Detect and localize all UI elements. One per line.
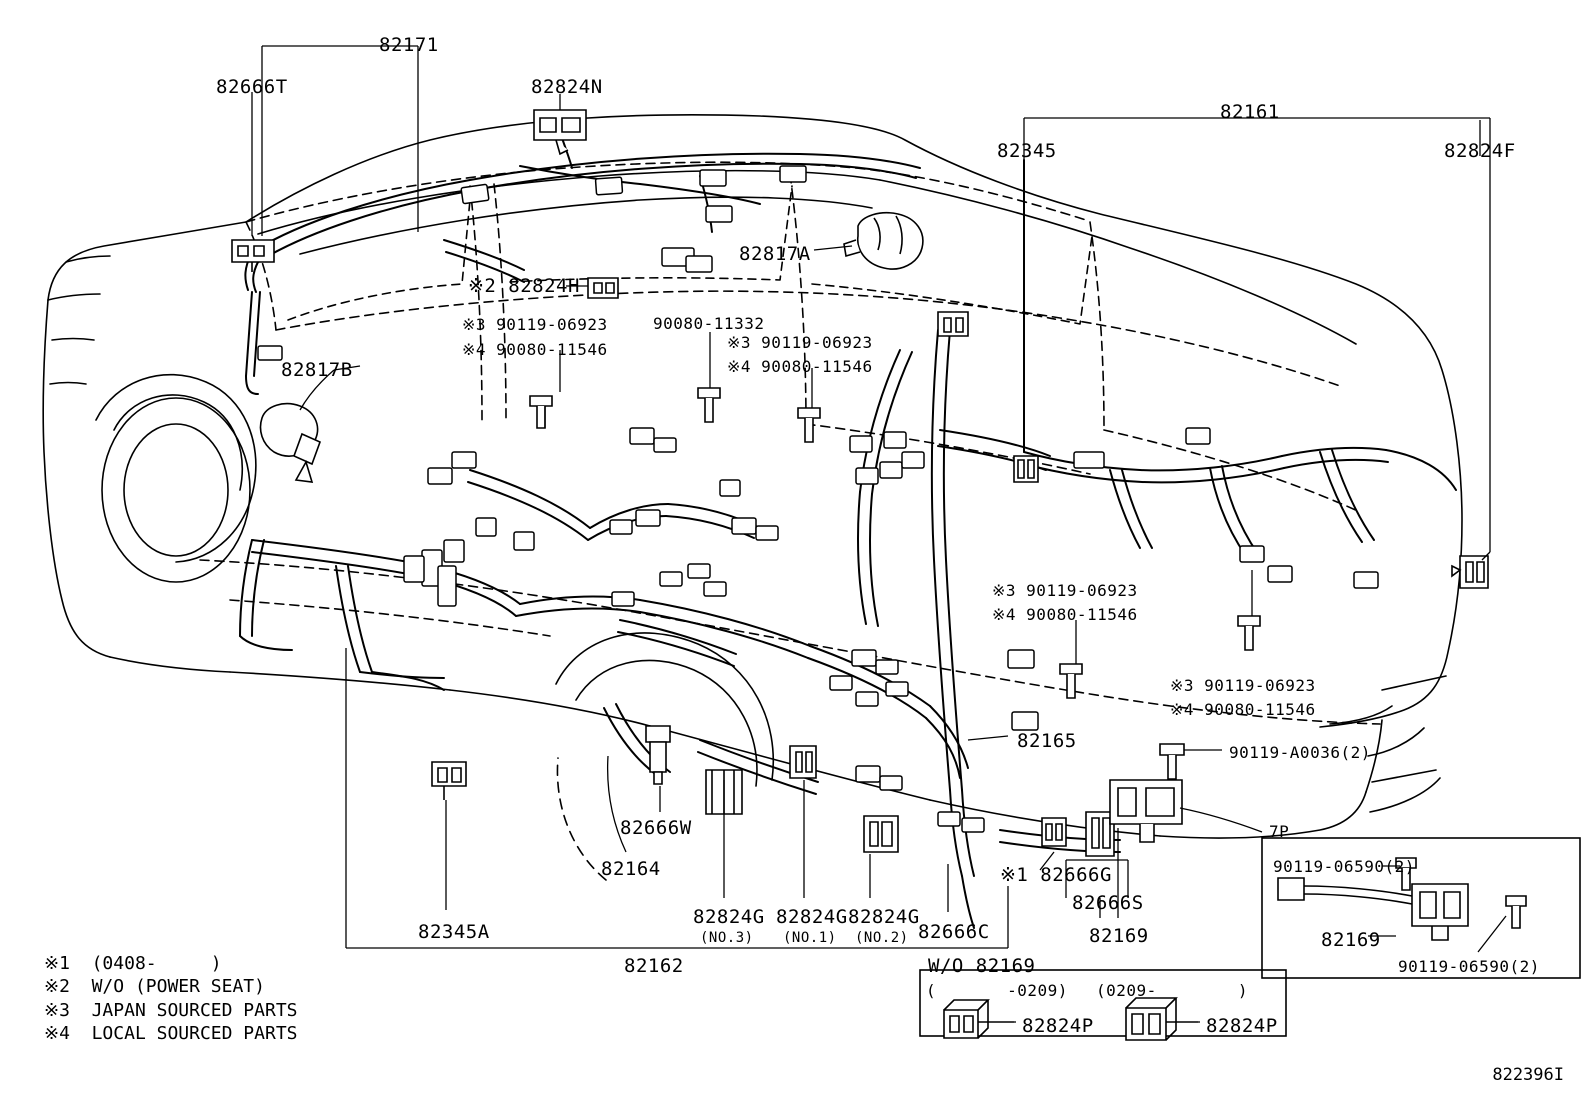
- part-label-90080-11546-b: ※4 90080-11546: [727, 357, 873, 376]
- part-label-82169-a: 82169: [1089, 925, 1149, 947]
- note-date-range-1: ( -0209): [926, 981, 1068, 1000]
- part-label-82345A: 82345A: [418, 921, 490, 943]
- part-label-82817B: 82817B: [281, 359, 353, 381]
- part-label-90119-06923-c: ※3 90119-06923: [992, 581, 1138, 600]
- part-label-82666T: 82666T: [216, 76, 288, 98]
- part-label-82824G-no1: 82824G: [776, 906, 848, 928]
- part-label-82666G: ※1 82666G: [1000, 864, 1112, 886]
- part-label-82171: 82171: [379, 34, 439, 56]
- part-label-82164: 82164: [601, 858, 661, 880]
- part-label-90119-06923-a: ※3 90119-06923: [462, 315, 608, 334]
- part-label-90119-06923-d: ※3 90119-06923: [1170, 676, 1316, 695]
- part-label-82666S: 82666S: [1072, 892, 1144, 914]
- part-label-82161: 82161: [1220, 101, 1280, 123]
- part-label-82169-b: 82169: [1321, 929, 1381, 951]
- legend-item-3: ※3 JAPAN SOURCED PARTS: [44, 999, 298, 1021]
- part-label-82824N: 82824N: [531, 76, 603, 98]
- part-label-82824G-no2: 82824G: [848, 906, 920, 928]
- part-label-82824G-no3-suffix: (NO.3): [700, 930, 754, 946]
- part-label-90119-06923-b: ※3 90119-06923: [727, 333, 873, 352]
- part-label-82824P-b: 82824P: [1206, 1015, 1278, 1037]
- part-label-82345: 82345: [997, 140, 1057, 162]
- part-label-90080-11546-d: ※4 90080-11546: [1170, 700, 1316, 719]
- part-label-82666W: 82666W: [620, 817, 692, 839]
- part-label-82824G-no1-suffix: (NO.1): [783, 930, 837, 946]
- connector-label-7P: 7P: [1269, 822, 1290, 841]
- part-label-82817A: 82817A: [739, 243, 811, 265]
- part-label-82824G-no3: 82824G: [693, 906, 765, 928]
- part-label-82666C: 82666C: [918, 921, 990, 943]
- part-label-82162: 82162: [624, 955, 684, 977]
- part-label-82165: 82165: [1017, 730, 1077, 752]
- part-label-90119-06590-b: 90119-06590(2): [1398, 957, 1540, 976]
- part-label-82824P-a: 82824P: [1022, 1015, 1094, 1037]
- part-label-82824G-no2-suffix: (NO.2): [855, 930, 909, 946]
- part-label-82824F: 82824F: [1444, 140, 1516, 162]
- legend-item-1: ※1 (0408- ): [44, 953, 222, 974]
- part-label-90080-11332: 90080-11332: [653, 314, 765, 333]
- part-label-90080-11546-a: ※4 90080-11546: [462, 340, 608, 359]
- note-date-range-2: (0209- ): [1096, 981, 1248, 1000]
- part-label-90080-11546-c: ※4 90080-11546: [992, 605, 1138, 624]
- legend-item-4: ※4 LOCAL SOURCED PARTS: [44, 1023, 298, 1045]
- note-wo-82169: W/O 82169: [928, 955, 1036, 977]
- part-label-90119-A0036: 90119-A0036(2): [1229, 743, 1371, 762]
- sheet-code: 822396I: [1492, 1065, 1564, 1085]
- part-label-90119-06590-a: 90119-06590(2): [1273, 857, 1415, 876]
- legend: [44, 952, 298, 1046]
- legend-item-2: ※2 W/O (POWER SEAT): [44, 976, 265, 998]
- part-label-82824H: ※2 82824H: [468, 275, 580, 297]
